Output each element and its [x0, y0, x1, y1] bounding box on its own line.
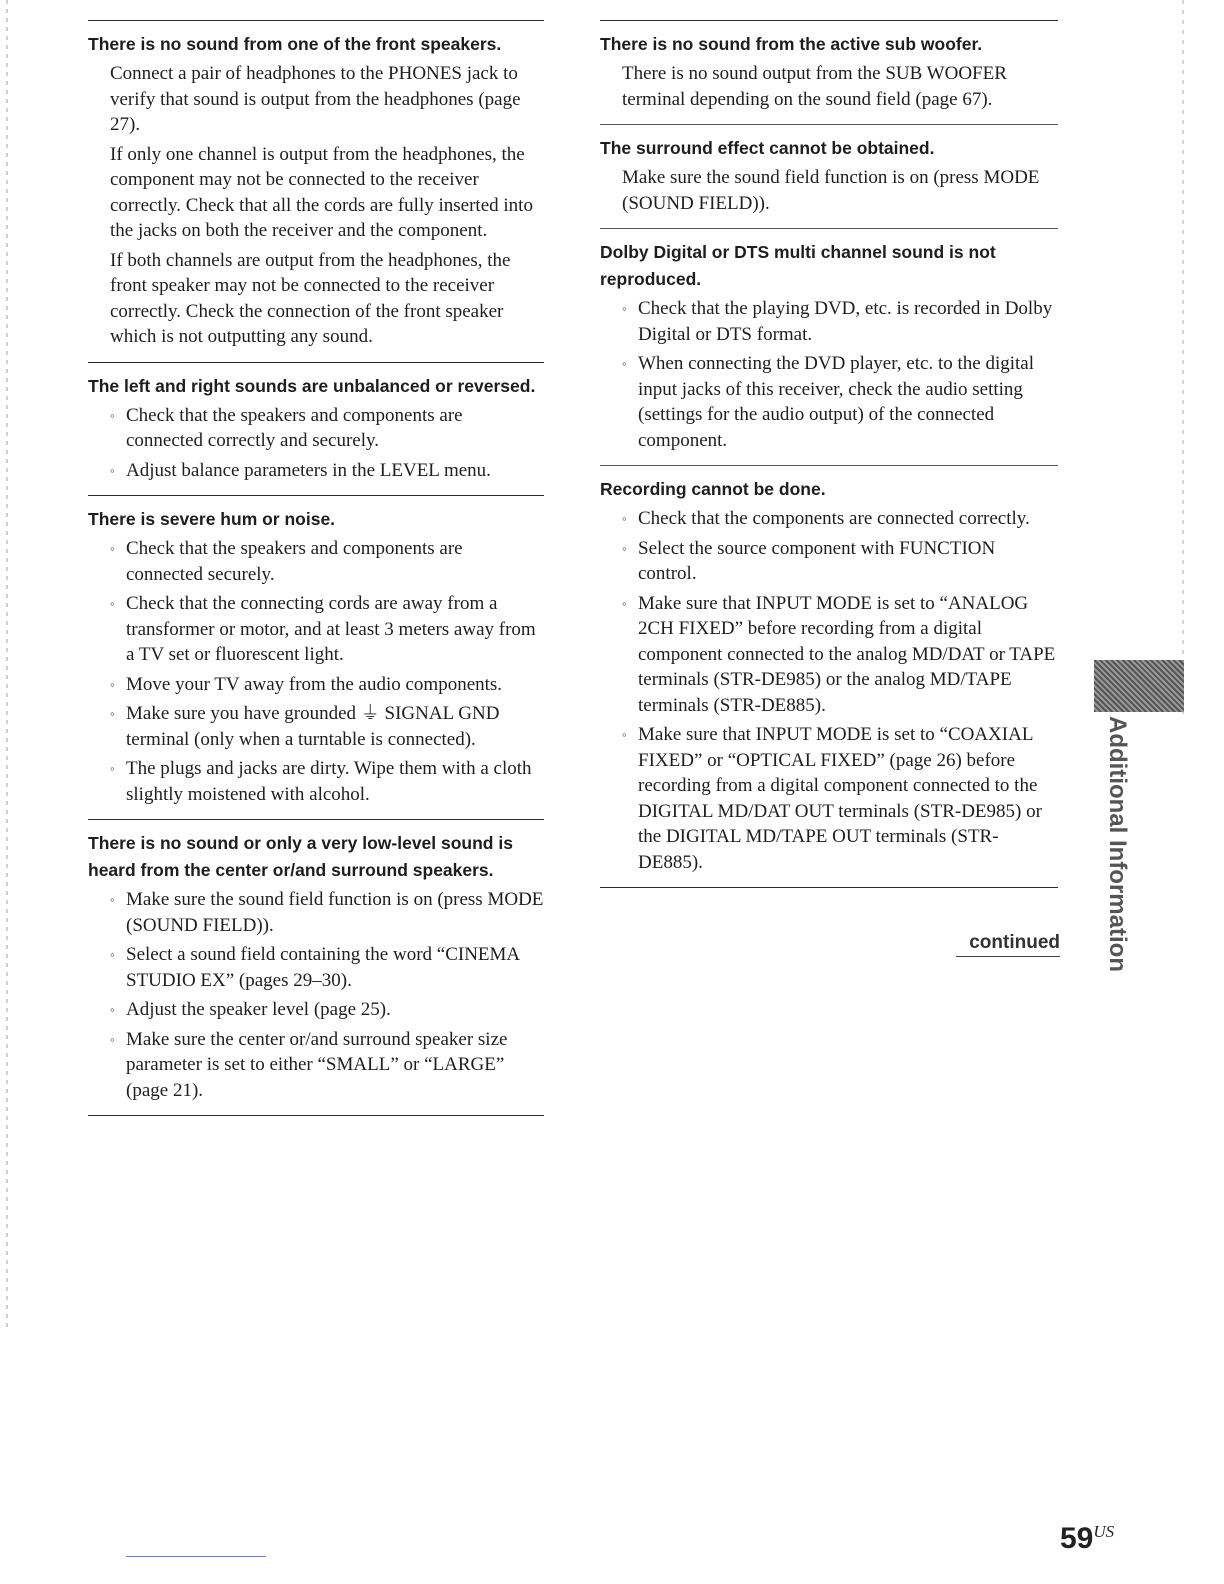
- section-recording: [600, 465, 1058, 888]
- paragraph: There is no sound output from the SUB WOOFER terminal depending on the sound field (page 67).: [622, 63, 1007, 110]
- section-dolby-dts: [600, 228, 1058, 465]
- section-title: There is no sound or only a very low-level sound is heard from the center or/and surround speakers.: [88, 833, 513, 880]
- paragraph: If only one channel is output from the headphones, the component may not be connected to the receiver correctly. Check that all the cords are fully inserted into the jacks on both the receiver and the component.: [110, 143, 533, 241]
- page-number-value: 59: [1060, 1522, 1094, 1555]
- paragraph: Make sure the sound field function is on (press MODE (SOUND FIELD)).: [622, 167, 1040, 214]
- section-title: Dolby Digital or DTS multi channel sound is not reproduced.: [600, 242, 996, 289]
- section-surround-effect: [600, 124, 1058, 228]
- list-item: ◦ Make sure the center or/and surround speaker size parameter is set to either “SMALL” or “LARGE” (page 21).: [110, 1027, 544, 1104]
- list-item: ◦ Move your TV away from the audio components.: [110, 672, 544, 698]
- list-item: ◦ Check that the connecting cords are away from a transformer or motor, and at least 3 meters away from a TV set or fluorescent light.: [110, 591, 544, 668]
- list-item: ◦ Check that the components are connected correctly.: [622, 506, 1058, 532]
- list-item: ◦ Make sure the sound field function is on (press MODE (SOUND FIELD)).: [110, 887, 544, 938]
- list-item: ◦ Adjust the speaker level (page 25).: [110, 997, 544, 1023]
- paragraph: If both channels are output from the headphones, the front speaker may not be connected to the receiver correctly. Check the connection of the front speaker which is not outputting any sound.: [110, 249, 511, 347]
- page-number: [1060, 1522, 1114, 1556]
- section-title: The surround effect cannot be obtained.: [600, 138, 935, 158]
- side-tab-marker: [1094, 660, 1184, 712]
- bullet-list: [88, 887, 544, 1103]
- page-suffix: US: [1093, 1522, 1115, 1541]
- scan-edge-left: [6, 0, 8, 1330]
- list-item: ◦ When connecting the DVD player, etc. to the digital input jacks of this receiver, check the audio setting (settings for the audio output) of the connected component.: [622, 351, 1058, 453]
- section-unbalanced-sound: [88, 362, 544, 496]
- bullet-list: [88, 403, 544, 484]
- list-item: ◦ Adjust balance parameters in the LEVEL menu.: [110, 458, 544, 484]
- bullet-list: [88, 536, 544, 807]
- scan-edge-right: [1182, 0, 1184, 720]
- list-item: ◦ Check that the speakers and components are connected securely.: [110, 536, 544, 587]
- section-title: Recording cannot be done.: [600, 479, 826, 499]
- list-item: ◦ Make sure that INPUT MODE is set to “ANALOG 2CH FIXED” before recording from a digital component connected to the analog MD/DAT or TAPE terminals (STR-DE985) or the analog MD/TAPE terminals (STR-DE885).: [622, 591, 1058, 719]
- section-title: There is severe hum or noise.: [88, 509, 336, 529]
- list-item: ◦ Make sure that INPUT MODE is set to “COAXIAL FIXED” or “OPTICAL FIXED” (page 26) before recording from a digital component connected to the DIGITAL MD/DAT OUT terminals (STR-DE985) or the DIGITAL MD/TAPE OUT terminals (STR-DE885).: [622, 722, 1058, 875]
- list-item: ◦ The plugs and jacks are dirty. Wipe them with a cloth slightly moistened with alcohol.: [110, 756, 544, 807]
- section-title: There is no sound from the active sub woofer.: [600, 34, 983, 54]
- bullet-list: [600, 506, 1058, 875]
- bullet-list: [600, 296, 1058, 453]
- section-title: The left and right sounds are unbalanced or reversed.: [88, 375, 536, 396]
- list-item: ◦ Select a sound field containing the word “CINEMA STUDIO EX” (pages 29–30).: [110, 942, 544, 993]
- section-center-surround-no-sound: [88, 819, 544, 1116]
- side-tab-label: Additional Information: [1104, 716, 1131, 972]
- paragraph: Connect a pair of headphones to the PHONES jack to verify that sound is output from the headphones (page 27).: [110, 63, 521, 135]
- section-sub-woofer-no-sound: [600, 20, 1058, 124]
- list-item: ◦ Check that the speakers and components are connected correctly and securely.: [110, 403, 544, 454]
- section-front-speaker-no-sound: [88, 20, 544, 362]
- section-hum-noise: [88, 495, 544, 819]
- section-title: There is no sound from one of the front speakers.: [88, 34, 502, 54]
- list-item: ◦ Make sure you have grounded ⏚ SIGNAL GND terminal (only when a turntable is connected).: [110, 701, 544, 752]
- left-column: [88, 20, 544, 1116]
- continued-label: continued: [956, 932, 1060, 957]
- footer-rule: [126, 1556, 266, 1557]
- list-item: ◦ Select the source component with FUNCTION control.: [622, 536, 1058, 587]
- right-column: [600, 20, 1058, 888]
- list-item: ◦ Check that the playing DVD, etc. is recorded in Dolby Digital or DTS format.: [622, 296, 1058, 347]
